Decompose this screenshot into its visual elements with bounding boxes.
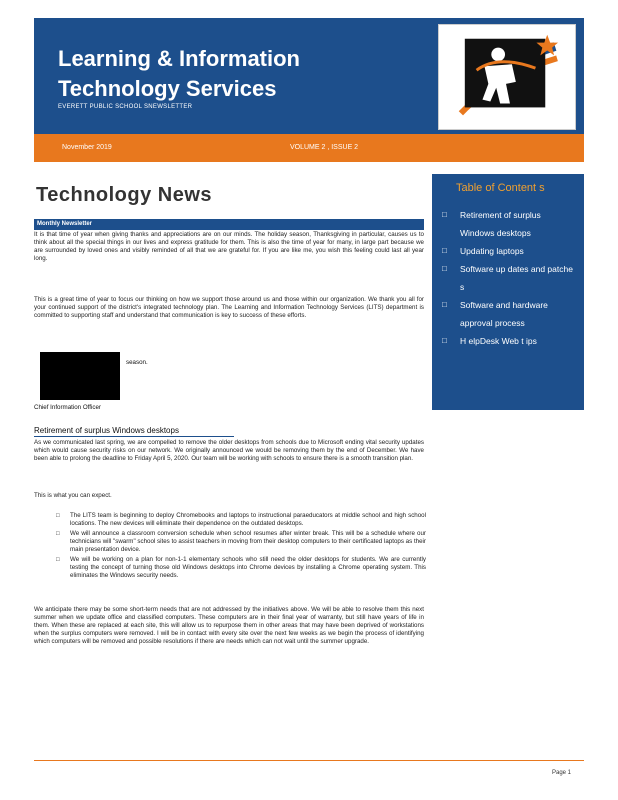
- newsletter-title: [58, 44, 328, 104]
- toc-title: Table of Content s: [456, 182, 545, 194]
- expectation-list: [56, 512, 426, 582]
- toc-item[interactable]: □ Retirement of surplus Windows desktops: [442, 206, 574, 242]
- expect-paragraph: This is what you can expect.: [34, 492, 112, 499]
- newsletter-subtitle: EVERETT PUBLIC SCHOOL SNEWSLETTER: [58, 104, 193, 110]
- toc-list: [442, 206, 574, 350]
- masthead: [34, 18, 584, 134]
- issue-date: November 2019: [62, 144, 112, 151]
- intro-paragraph: It is that time of year when giving thanks and appreciations are on our minds. The holiday season, Thanksgiving in particular, causes us to think about all the special things in our lives and express gratitude for them. This is also the time of year for many, in large part because we are surrounded by loved ones and visibly reminded of all that we are grateful for. If you are like me, you wish this feeling could last all year long.: [34, 231, 424, 262]
- footer-divider: [34, 760, 584, 761]
- list-item: □ We will announce a classroom conversion schedule when school resumes after winter break. This will be a schedule where our technicians will "swarm" school sites to assist teachers in moving from their desktop computers to their certificated laptops as their main presentation device.: [56, 530, 426, 554]
- toc-item[interactable]: □ H elpDesk Web t ips: [442, 332, 574, 350]
- toc-item[interactable]: □ Software up dates and patche s: [442, 260, 574, 296]
- title-line-2: Technology Services: [58, 76, 277, 101]
- season-text: season.: [126, 359, 148, 366]
- section-label: Monthly Newsletter: [34, 219, 424, 230]
- list-item: □ We will be working on a plan for non-1-1 elementary schools who still need the older desktops for students. We are currently testing the concept of turning those old Windows desktops into Chrome devices by installing a Chrome operating system. This eliminates the Windows security needs.: [56, 556, 426, 580]
- list-item: □ The LITS team is beginning to deploy Chromebooks and laptops to instructional paraeducators at middle school and high school locations. The new devices will eliminate their dependence on the outdated desktops.: [56, 512, 426, 528]
- support-paragraph: This is a great time of year to focus our thinking on how we support those around us and those within our organization. We thank you all for your continued support of the district's integrated technology plan. The Learning and Information Technology Services (LITS) department is committed to supporting staff and understand that communication is key to success of these efforts.: [34, 296, 424, 319]
- person-star-logo-icon: [438, 24, 576, 130]
- signature-title: Chief Information Officer: [34, 404, 101, 411]
- retirement-paragraph: As we communicated last spring, we are compelled to remove the older desktops from schools due to Microsoft ending vital security updates which would cause security risks on our network. We originally announced we would be removing them by the end of December. We have been able to prolong the deadline to Friday April 5, 2020. Our team will be working with schools to ensure there is a smooth transition plan.: [34, 439, 424, 462]
- issue-bar: [34, 134, 584, 162]
- article-subheading: Retirement of surplus Windows desktops: [34, 426, 234, 437]
- page-title: Technology News: [36, 184, 213, 206]
- toc-item[interactable]: □ Updating laptops: [442, 242, 574, 260]
- toc-item[interactable]: □ Software and hardware approval process: [442, 296, 574, 332]
- table-of-contents: [432, 174, 584, 410]
- redacted-block: [40, 352, 120, 400]
- anticipate-paragraph: We anticipate there may be some short-term needs that are not addressed by the initiatives above. We will be able to resolve them this next summer when we update office and classified computers. These computers are in their final year of warranty, but still have years of life in them. When these are replaced at each site, this will allow us to repurpose them in other areas that may have been deprived of workstations when the surplus computers were removed. I will be in contact with every site over the next few weeks as we begin the process of identifying which computers will be removed and possible resolutions if there are needs which can not wait until the summer upgrade.: [34, 606, 424, 645]
- title-line-1: Learning & Information: [58, 46, 300, 71]
- volume-issue: VOLUME 2 , ISSUE 2: [290, 144, 359, 151]
- page-number: Page 1: [552, 770, 572, 776]
